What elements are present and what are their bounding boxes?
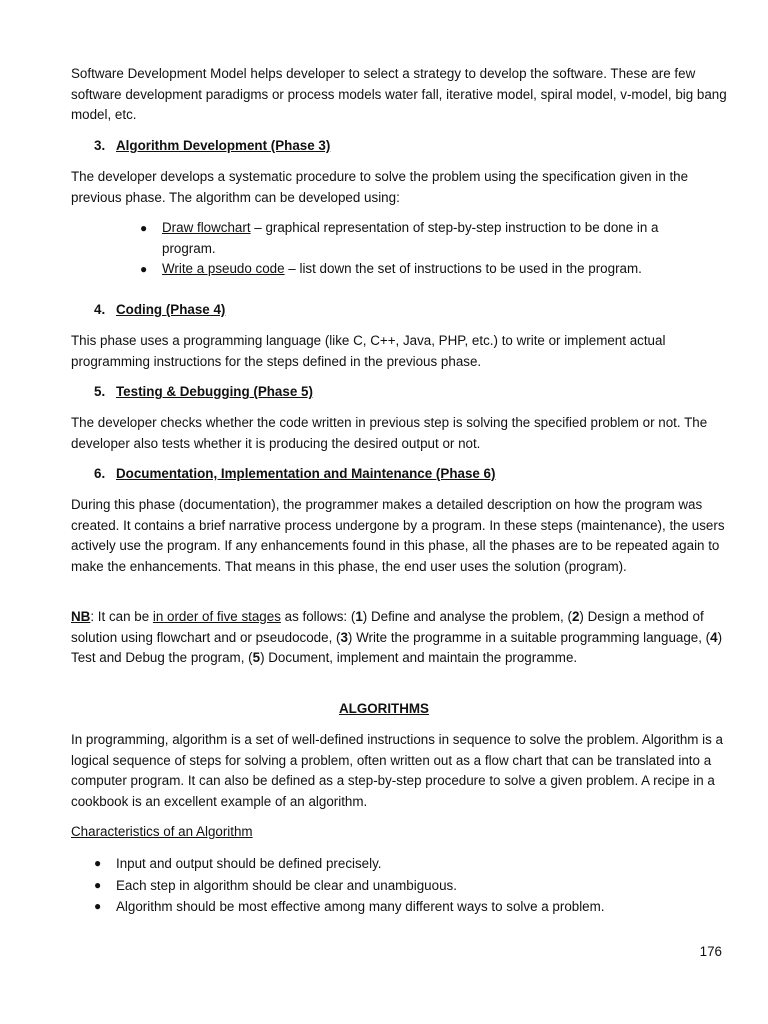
phase3-title: Algorithm Development (Phase 3) bbox=[116, 138, 331, 153]
phase3-heading bbox=[94, 136, 330, 157]
characteristic-text: Algorithm should be most effective among many different ways to solve a problem. bbox=[116, 899, 605, 914]
phase4-paragraph: This phase uses a programming language (like C, C++, Java, PHP, etc.) to write or implement actual programming instructions for the steps defined in the previous phase. bbox=[71, 333, 666, 369]
phase6-title: Documentation, Implementation and Maintenance (Phase 6) bbox=[116, 466, 496, 481]
nb-text: ) Document, implement and maintain the programme. bbox=[260, 650, 578, 665]
phase6-paragraph: During this phase (documentation), the programmer makes a detailed description on how the program was created. It contains a brief narrative process undergone by a program. In these steps (maintenance), the users actively use the program. If any enhancements found in this phase, all the phases are to be repeated again to make the enhancements. That means in this phase, the end user uses the solution (program). bbox=[71, 497, 725, 574]
flowchart-term: Draw flowchart bbox=[162, 220, 251, 235]
phase5-heading bbox=[94, 382, 313, 403]
phase6-heading bbox=[94, 464, 495, 485]
list-item bbox=[94, 896, 714, 918]
characteristics-heading: Characteristics of an Algorithm bbox=[71, 824, 253, 839]
intro-paragraph: Software Development Model helps developer to select a strategy to develop the software. These are few software development paradigms or process models water fall, iterative model, spiral model, v-model, big bang model, etc. bbox=[71, 66, 727, 122]
bullet-icon: ● bbox=[140, 262, 148, 276]
phase5-paragraph: The developer checks whether the code written in previous step is solving the specified problem or not. The developer also tests whether it is producing the desired output or not. bbox=[71, 415, 708, 451]
characteristics-list bbox=[94, 853, 714, 918]
phase3-bullet-list bbox=[140, 218, 700, 280]
pseudocode-description: – list down the set of instructions to be used in the program. bbox=[284, 261, 642, 276]
bullet-icon: ● bbox=[94, 899, 102, 913]
nb-text: ) Design a method of solution using flowchart and or pseudocode, ( bbox=[71, 609, 704, 645]
phase3-number: 3. bbox=[94, 138, 106, 153]
nb-text: as follows: ( bbox=[280, 609, 356, 624]
pseudocode-term: Write a pseudo code bbox=[162, 261, 285, 276]
nb-text: : It can be bbox=[90, 609, 153, 624]
phase6-number: 6. bbox=[94, 466, 106, 481]
characteristic-text: Each step in algorithm should be clear and unambiguous. bbox=[116, 877, 457, 893]
nb-text: ) Test and Debug the program, ( bbox=[71, 629, 723, 665]
page-number: 176 bbox=[699, 944, 722, 959]
nb-stage-number: 1 bbox=[355, 609, 363, 624]
list-item bbox=[140, 259, 700, 280]
nb-stage-number: 4 bbox=[710, 629, 718, 645]
nb-text: ) Write the programme in a suitable programming language, ( bbox=[347, 629, 711, 645]
flowchart-description: – graphical representation of step-by-step instruction to be done in a program. bbox=[162, 220, 659, 256]
bullet-icon: ● bbox=[94, 877, 102, 892]
phase4-heading bbox=[94, 300, 225, 321]
algorithms-title: ALGORITHMS bbox=[338, 701, 429, 716]
list-item bbox=[94, 853, 714, 875]
nb-stage-number: 3 bbox=[340, 629, 348, 645]
phase3-paragraph: The developer develops a systematic procedure to solve the problem using the specification given in the previous phase. The algorithm can be developed using: bbox=[71, 169, 689, 205]
characteristic-text: Input and output should be defined precisely. bbox=[116, 856, 382, 871]
nb-stage-number: 5 bbox=[252, 650, 261, 665]
algorithms-paragraph: In programming, algorithm is a set of well-defined instructions in sequence to solve the problem. Algorithm is a logical sequence of steps for solving a problem, often written out as a flow chart that can be translated into a computer program. It can also be defined as a step-by-step procedure to solve a given problem. A recipe in a cookbook is an excellent example of an algorithm. bbox=[71, 732, 723, 809]
nb-paragraph bbox=[71, 607, 727, 669]
nb-stage-number: 2 bbox=[571, 609, 580, 624]
phase4-title: Coding (Phase 4) bbox=[116, 302, 226, 317]
bullet-icon: ● bbox=[94, 856, 102, 870]
phase5-title: Testing & Debugging (Phase 5) bbox=[116, 384, 313, 399]
list-item bbox=[140, 218, 700, 259]
bullet-icon: ● bbox=[140, 221, 148, 235]
nb-label: NB bbox=[71, 609, 91, 624]
phase5-number: 5. bbox=[94, 384, 106, 399]
list-item bbox=[94, 875, 714, 897]
nb-underlined-text: in order of five stages bbox=[152, 609, 281, 624]
nb-text: ) Define and analyse the problem, ( bbox=[362, 609, 572, 624]
phase4-number: 4. bbox=[94, 302, 106, 317]
